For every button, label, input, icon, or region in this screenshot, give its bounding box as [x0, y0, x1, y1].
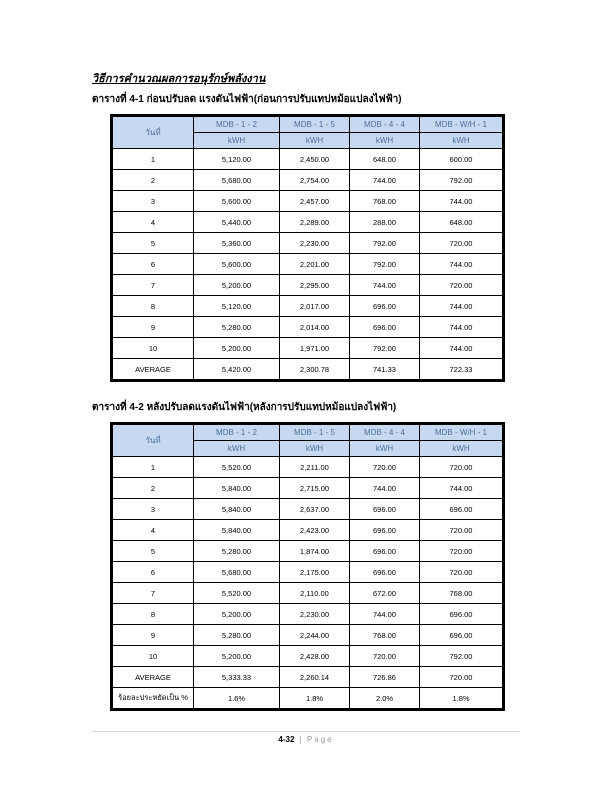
table-cell: 792.00 [350, 233, 420, 254]
table-cell: 2,754.00 [280, 170, 350, 191]
table-before-adjustment [110, 114, 505, 382]
footer-separator: | [299, 735, 302, 744]
table-row [112, 233, 504, 254]
row-label: AVERAGE [112, 667, 194, 688]
table-row [112, 478, 504, 499]
table-cell: 2,014.00 [280, 317, 350, 338]
unit-header: kWH [350, 441, 420, 457]
table-cell: 2,175.00 [280, 562, 350, 583]
table-cell: 5,840.00 [194, 520, 280, 541]
table-cell: 600.00 [420, 149, 504, 170]
row-label: AVERAGE [112, 359, 194, 381]
table-cell: 720.00 [420, 541, 504, 562]
section-heading: วิธีการคำนวณผลการอนุรักษ์พลังงาน [92, 73, 266, 85]
table-cell: 2,201.00 [280, 254, 350, 275]
table-cell: 2,457.00 [280, 191, 350, 212]
table-row [112, 667, 504, 688]
table-cell: 696.00 [350, 499, 420, 520]
table-cell: 2,017.00 [280, 296, 350, 317]
table-row [112, 646, 504, 667]
table-row [112, 457, 504, 478]
unit-header: kWH [194, 441, 280, 457]
row-label: 4 [112, 520, 194, 541]
table-cell: 5,200.00 [194, 604, 280, 625]
table-cell: 768.00 [350, 191, 420, 212]
table-cell: 5,200.00 [194, 338, 280, 359]
table-cell: 5,600.00 [194, 191, 280, 212]
table-cell: 741.33 [350, 359, 420, 381]
row-label: 2 [112, 478, 194, 499]
table-cell: 5,520.00 [194, 457, 280, 478]
table-cell: 5,120.00 [194, 149, 280, 170]
table-cell: 696.00 [350, 541, 420, 562]
table-cell: 2,230.00 [280, 233, 350, 254]
table-cell: 648.00 [420, 212, 504, 233]
table-cell: 720.00 [420, 520, 504, 541]
table-cell: 5,200.00 [194, 275, 280, 296]
table-cell: 2,230.00 [280, 604, 350, 625]
table-row [112, 541, 504, 562]
table-row [112, 149, 504, 170]
table-cell: 744.00 [420, 478, 504, 499]
header-row [112, 424, 504, 441]
table-cell: 696.00 [420, 625, 504, 646]
table-cell: 5,360.00 [194, 233, 280, 254]
table-cell: 696.00 [350, 520, 420, 541]
table-cell: 768.00 [420, 583, 504, 604]
row-label: 9 [112, 625, 194, 646]
table-row [112, 275, 504, 296]
table-cell: 696.00 [350, 317, 420, 338]
table-cell: 5,520.00 [194, 583, 280, 604]
table-cell: 2,110.00 [280, 583, 350, 604]
table-cell: 1,874.00 [280, 541, 350, 562]
table1-caption: ตารางที่ 4-1 ก่อนปรับลด แรงดันไฟฟ้า(ก่อนการปรับแทปหม้อแปลงไฟฟ้า) [92, 94, 402, 105]
page-word: Page [306, 735, 334, 744]
table-cell: 288.00 [350, 212, 420, 233]
unit-header: kWH [280, 133, 350, 149]
table-cell: 2.0% [350, 688, 420, 710]
row-label: 8 [112, 604, 194, 625]
table-cell: 696.00 [420, 499, 504, 520]
table-row [112, 520, 504, 541]
row-label: ร้อยละประหยัดเป็น % [112, 688, 194, 710]
column-header: MDB - 1 - 5 [280, 424, 350, 441]
table-row [112, 296, 504, 317]
table-cell: 696.00 [350, 296, 420, 317]
table-cell: 648.00 [350, 149, 420, 170]
table-cell: 720.00 [420, 457, 504, 478]
row-label: 2 [112, 170, 194, 191]
table-cell: 744.00 [350, 478, 420, 499]
table-cell: 5,333.33 [194, 667, 280, 688]
table-cell: 2,211.00 [280, 457, 350, 478]
page-number: 4-32 [278, 735, 295, 744]
table-cell: 722.33 [420, 359, 504, 381]
column-header: MDB - 1 - 5 [280, 116, 350, 133]
table-cell: 2,300.78 [280, 359, 350, 381]
table-row [112, 499, 504, 520]
table-row [112, 212, 504, 233]
table-cell: 5,280.00 [194, 625, 280, 646]
table-row [112, 254, 504, 275]
table-cell: 5,440.00 [194, 212, 280, 233]
table-cell: 744.00 [350, 170, 420, 191]
row-label: 1 [112, 149, 194, 170]
table-cell: 720.00 [350, 457, 420, 478]
table-cell: 768.00 [350, 625, 420, 646]
column-header: MDB - 1 - 2 [194, 424, 280, 441]
table-cell: 2,244.00 [280, 625, 350, 646]
table-cell: 696.00 [420, 604, 504, 625]
row-label: 7 [112, 275, 194, 296]
table-cell: 2,423.00 [280, 520, 350, 541]
table-cell: 744.00 [350, 275, 420, 296]
table-cell: 2,295.00 [280, 275, 350, 296]
table-cell: 792.00 [350, 254, 420, 275]
table-cell: 1.8% [280, 688, 350, 710]
table-cell: 5,200.00 [194, 646, 280, 667]
column-header: MDB - 4 - 4 [350, 424, 420, 441]
table-cell: 744.00 [350, 604, 420, 625]
table-cell: 2,260.14 [280, 667, 350, 688]
table-cell: 792.00 [420, 170, 504, 191]
row-label: 6 [112, 254, 194, 275]
table-cell: 5,680.00 [194, 562, 280, 583]
table-row [112, 688, 504, 710]
unit-header: kWH [280, 441, 350, 457]
table-cell: 744.00 [420, 338, 504, 359]
row-label: 10 [112, 338, 194, 359]
row-label: 1 [112, 457, 194, 478]
column-header: MDB - W/H - 1 [420, 116, 504, 133]
row-label: 3 [112, 499, 194, 520]
table-cell: 5,420.00 [194, 359, 280, 381]
table-cell: 5,280.00 [194, 541, 280, 562]
table-cell: 744.00 [420, 296, 504, 317]
table-row [112, 583, 504, 604]
table-cell: 696.00 [350, 562, 420, 583]
column-header: MDB - 1 - 2 [194, 116, 280, 133]
table2-caption: ตารางที่ 4-2 หลังปรับลดแรงดันไฟฟ้า(หลังการปรับแทปหม้อแปลงไฟฟ้า) [92, 402, 397, 413]
row-label: 6 [112, 562, 194, 583]
table-row [112, 359, 504, 381]
table-cell: 5,840.00 [194, 478, 280, 499]
table-cell: 672.00 [350, 583, 420, 604]
unit-header: kWH [420, 133, 504, 149]
table-after-adjustment [110, 422, 505, 711]
table-cell: 726.86 [350, 667, 420, 688]
table-cell: 744.00 [420, 317, 504, 338]
row-label: 8 [112, 296, 194, 317]
table-cell: 744.00 [420, 191, 504, 212]
column-header: MDB - 4 - 4 [350, 116, 420, 133]
row-label: 3 [112, 191, 194, 212]
table-row [112, 170, 504, 191]
table-cell: 5,680.00 [194, 170, 280, 191]
table-row [112, 317, 504, 338]
table-row [112, 604, 504, 625]
table-cell: 5,840.00 [194, 499, 280, 520]
table-cell: 2,715.00 [280, 478, 350, 499]
unit-header: kWH [350, 133, 420, 149]
table-cell: 744.00 [420, 254, 504, 275]
table-cell: 1.6% [194, 688, 280, 710]
table-cell: 5,280.00 [194, 317, 280, 338]
table-cell: 720.00 [350, 646, 420, 667]
row-label: 5 [112, 233, 194, 254]
row-label: 9 [112, 317, 194, 338]
row-label: 7 [112, 583, 194, 604]
table-cell: 720.00 [420, 275, 504, 296]
page-footer [0, 735, 612, 744]
table-cell: 720.00 [420, 667, 504, 688]
table-cell: 2,428.00 [280, 646, 350, 667]
table-row [112, 562, 504, 583]
table-row [112, 625, 504, 646]
table-cell: 720.00 [420, 233, 504, 254]
day-header: วันที่ [112, 116, 194, 149]
table-cell: 1,971.00 [280, 338, 350, 359]
unit-header: kWH [194, 133, 280, 149]
table-cell: 2,450.00 [280, 149, 350, 170]
table-row [112, 338, 504, 359]
table-cell: 720.00 [420, 562, 504, 583]
table-cell: 2,637.00 [280, 499, 350, 520]
footer-divider [92, 731, 520, 732]
row-label: 10 [112, 646, 194, 667]
table-cell: 5,120.00 [194, 296, 280, 317]
table-cell: 5,600.00 [194, 254, 280, 275]
unit-header: kWH [420, 441, 504, 457]
table-cell: 792.00 [420, 646, 504, 667]
table-cell: 1.8% [420, 688, 504, 710]
header-row [112, 116, 504, 133]
table-cell: 792.00 [350, 338, 420, 359]
column-header: MDB - W/H - 1 [420, 424, 504, 441]
day-header: วันที่ [112, 424, 194, 457]
table-row [112, 191, 504, 212]
row-label: 5 [112, 541, 194, 562]
row-label: 4 [112, 212, 194, 233]
table-cell: 2,289.00 [280, 212, 350, 233]
